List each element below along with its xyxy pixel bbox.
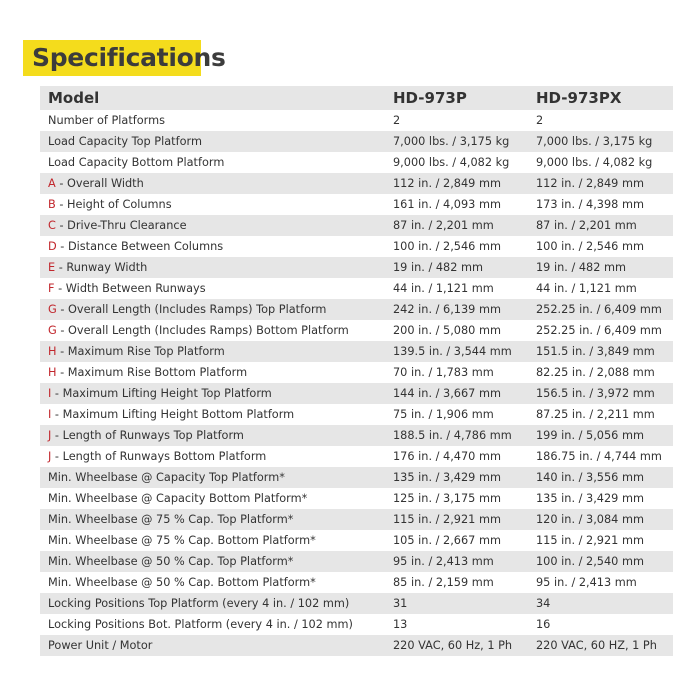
spec-label-text: - Maximum Lifting Height Bottom Platform bbox=[51, 408, 295, 421]
spec-label-text: - Length of Runways Top Platform bbox=[51, 429, 244, 442]
dimension-letter: B bbox=[48, 198, 56, 211]
spec-label-text: Load Capacity Top Platform bbox=[48, 135, 202, 148]
dimension-letter: J bbox=[48, 429, 52, 442]
spec-label bbox=[40, 635, 385, 656]
spec-value-hd-973p: 9,000 lbs. / 4,082 kg bbox=[385, 152, 528, 173]
spec-label bbox=[40, 215, 385, 236]
spec-label-text: - Overall Width bbox=[55, 177, 144, 190]
table-row bbox=[40, 341, 673, 362]
spec-value-hd-973p: 70 in. / 1,783 mm bbox=[385, 362, 528, 383]
spec-label bbox=[40, 551, 385, 572]
table-row bbox=[40, 509, 673, 530]
spec-label bbox=[40, 278, 385, 299]
spec-value-hd-973px: 16 bbox=[528, 614, 673, 635]
spec-value-hd-973px: 151.5 in. / 3,849 mm bbox=[528, 341, 673, 362]
column-header-model: Model bbox=[40, 86, 385, 110]
spec-value-hd-973p: 105 in. / 2,667 mm bbox=[385, 530, 528, 551]
spec-value-hd-973p: 242 in. / 6,139 mm bbox=[385, 299, 528, 320]
dimension-letter: C bbox=[48, 219, 56, 232]
column-header-hd-973p: HD-973P bbox=[385, 86, 528, 110]
table-row bbox=[40, 383, 673, 404]
spec-value-hd-973p: 85 in. / 2,159 mm bbox=[385, 572, 528, 593]
spec-value-hd-973px: 252.25 in. / 6,409 mm bbox=[528, 299, 673, 320]
table-row bbox=[40, 299, 673, 320]
spec-value-hd-973p: 44 in. / 1,121 mm bbox=[385, 278, 528, 299]
spec-label-text: Min. Wheelbase @ 75 % Cap. Bottom Platform* bbox=[48, 534, 316, 547]
spec-value-hd-973px: 44 in. / 1,121 mm bbox=[528, 278, 673, 299]
spec-value-hd-973p: 112 in. / 2,849 mm bbox=[385, 173, 528, 194]
spec-label-text: - Overall Length (Includes Ramps) Top Platform bbox=[56, 303, 327, 316]
table-row bbox=[40, 488, 673, 509]
spec-value-hd-973p: 188.5 in. / 4,786 mm bbox=[385, 425, 528, 446]
dimension-letter: H bbox=[48, 366, 57, 379]
spec-label-text: - Distance Between Columns bbox=[56, 240, 224, 253]
table-row bbox=[40, 593, 673, 614]
heading-highlight bbox=[23, 40, 226, 76]
table-row bbox=[40, 446, 673, 467]
spec-label-text: Min. Wheelbase @ 50 % Cap. Top Platform* bbox=[48, 555, 294, 568]
spec-label-text: Locking Positions Top Platform (every 4 in. / 102 mm) bbox=[48, 597, 350, 610]
spec-value-hd-973p: 135 in. / 3,429 mm bbox=[385, 467, 528, 488]
table-row bbox=[40, 572, 673, 593]
spec-value-hd-973px: 19 in. / 482 mm bbox=[528, 257, 673, 278]
spec-label bbox=[40, 110, 385, 131]
dimension-letter: H bbox=[48, 345, 57, 358]
dimension-letter: E bbox=[48, 261, 56, 274]
spec-value-hd-973px: 9,000 lbs. / 4,082 kg bbox=[528, 152, 673, 173]
spec-value-hd-973px: 82.25 in. / 2,088 mm bbox=[528, 362, 673, 383]
spec-value-hd-973px: 120 in. / 3,084 mm bbox=[528, 509, 673, 530]
spec-label-text: - Width Between Runways bbox=[54, 282, 206, 295]
spec-value-hd-973px: 173 in. / 4,398 mm bbox=[528, 194, 673, 215]
spec-value-hd-973p: 161 in. / 4,093 mm bbox=[385, 194, 528, 215]
spec-label bbox=[40, 362, 385, 383]
spec-value-hd-973p: 75 in. / 1,906 mm bbox=[385, 404, 528, 425]
spec-label bbox=[40, 152, 385, 173]
spec-label bbox=[40, 299, 385, 320]
spec-label-text: - Runway Width bbox=[55, 261, 148, 274]
spec-value-hd-973px: 100 in. / 2,546 mm bbox=[528, 236, 673, 257]
spec-label-text: Min. Wheelbase @ Capacity Top Platform* bbox=[48, 471, 285, 484]
spec-label bbox=[40, 572, 385, 593]
spec-value-hd-973px: 100 in. / 2,540 mm bbox=[528, 551, 673, 572]
spec-label bbox=[40, 131, 385, 152]
spec-value-hd-973px: 34 bbox=[528, 593, 673, 614]
table-row bbox=[40, 530, 673, 551]
spec-label-text: Locking Positions Bot. Platform (every 4 in. / 102 mm) bbox=[48, 618, 353, 631]
spec-label bbox=[40, 194, 385, 215]
table-row bbox=[40, 152, 673, 173]
spec-value-hd-973p: 95 in. / 2,413 mm bbox=[385, 551, 528, 572]
table-row bbox=[40, 131, 673, 152]
spec-label-text: Load Capacity Bottom Platform bbox=[48, 156, 225, 169]
spec-value-hd-973p: 139.5 in. / 3,544 mm bbox=[385, 341, 528, 362]
spec-value-hd-973p: 19 in. / 482 mm bbox=[385, 257, 528, 278]
spec-value-hd-973px: 95 in. / 2,413 mm bbox=[528, 572, 673, 593]
column-header-hd-973px: HD-973PX bbox=[528, 86, 673, 110]
spec-value-hd-973p: 220 VAC, 60 Hz, 1 Ph bbox=[385, 635, 528, 656]
spec-value-hd-973px: 199 in. / 5,056 mm bbox=[528, 425, 673, 446]
dimension-letter: F bbox=[48, 282, 55, 295]
spec-label bbox=[40, 593, 385, 614]
spec-value-hd-973p: 144 in. / 3,667 mm bbox=[385, 383, 528, 404]
spec-label bbox=[40, 383, 385, 404]
spec-value-hd-973px: 140 in. / 3,556 mm bbox=[528, 467, 673, 488]
spec-value-hd-973p: 115 in. / 2,921 mm bbox=[385, 509, 528, 530]
table-header-row bbox=[40, 86, 673, 110]
dimension-letter: J bbox=[48, 450, 52, 463]
spec-value-hd-973px: 7,000 lbs. / 3,175 kg bbox=[528, 131, 673, 152]
dimension-letter: G bbox=[48, 324, 57, 337]
spec-label bbox=[40, 425, 385, 446]
spec-label-text: - Maximum Rise Top Platform bbox=[56, 345, 225, 358]
table-row bbox=[40, 278, 673, 299]
spec-value-hd-973px: 115 in. / 2,921 mm bbox=[528, 530, 673, 551]
spec-label bbox=[40, 467, 385, 488]
table-row bbox=[40, 467, 673, 488]
spec-label-text: Min. Wheelbase @ 50 % Cap. Bottom Platform* bbox=[48, 576, 316, 589]
spec-label bbox=[40, 509, 385, 530]
dimension-letter: I bbox=[48, 408, 52, 421]
table-row bbox=[40, 110, 673, 131]
spec-value-hd-973p: 87 in. / 2,201 mm bbox=[385, 215, 528, 236]
spec-label-text: - Drive-Thru Clearance bbox=[55, 219, 187, 232]
table-row bbox=[40, 635, 673, 656]
spec-label-text: Min. Wheelbase @ 75 % Cap. Top Platform* bbox=[48, 513, 294, 526]
table-row bbox=[40, 173, 673, 194]
spec-label-text: - Maximum Rise Bottom Platform bbox=[56, 366, 248, 379]
spec-value-hd-973px: 156.5 in. / 3,972 mm bbox=[528, 383, 673, 404]
specifications-table bbox=[40, 86, 673, 656]
spec-value-hd-973px: 220 VAC, 60 HZ, 1 Ph bbox=[528, 635, 673, 656]
spec-label bbox=[40, 257, 385, 278]
spec-label bbox=[40, 488, 385, 509]
spec-value-hd-973p: 7,000 lbs. / 3,175 kg bbox=[385, 131, 528, 152]
table-row bbox=[40, 257, 673, 278]
spec-label-text: Number of Platforms bbox=[48, 114, 165, 127]
spec-value-hd-973p: 2 bbox=[385, 110, 528, 131]
table-row bbox=[40, 425, 673, 446]
dimension-letter: I bbox=[48, 387, 52, 400]
dimension-letter: A bbox=[48, 177, 56, 190]
spec-value-hd-973px: 87 in. / 2,201 mm bbox=[528, 215, 673, 236]
spec-value-hd-973p: 13 bbox=[385, 614, 528, 635]
spec-label-text: - Length of Runways Bottom Platform bbox=[51, 450, 267, 463]
spec-label-text: Min. Wheelbase @ Capacity Bottom Platform* bbox=[48, 492, 308, 505]
spec-value-hd-973px: 2 bbox=[528, 110, 673, 131]
dimension-letter: D bbox=[48, 240, 57, 253]
spec-value-hd-973p: 31 bbox=[385, 593, 528, 614]
table-row bbox=[40, 362, 673, 383]
spec-label-text: - Overall Length (Includes Ramps) Bottom Platform bbox=[56, 324, 349, 337]
spec-value-hd-973p: 100 in. / 2,546 mm bbox=[385, 236, 528, 257]
table-row bbox=[40, 614, 673, 635]
spec-label bbox=[40, 614, 385, 635]
spec-value-hd-973p: 176 in. / 4,470 mm bbox=[385, 446, 528, 467]
spec-value-hd-973px: 186.75 in. / 4,744 mm bbox=[528, 446, 673, 467]
spec-label bbox=[40, 404, 385, 425]
spec-value-hd-973p: 125 in. / 3,175 mm bbox=[385, 488, 528, 509]
table-row bbox=[40, 194, 673, 215]
table-row bbox=[40, 236, 673, 257]
spec-label bbox=[40, 530, 385, 551]
spec-label-text: - Maximum Lifting Height Top Platform bbox=[51, 387, 272, 400]
spec-value-hd-973px: 112 in. / 2,849 mm bbox=[528, 173, 673, 194]
spec-label-text: Power Unit / Motor bbox=[48, 639, 153, 652]
spec-value-hd-973px: 87.25 in. / 2,211 mm bbox=[528, 404, 673, 425]
spec-value-hd-973p: 200 in. / 5,080 mm bbox=[385, 320, 528, 341]
spec-label bbox=[40, 173, 385, 194]
page-title: Specifications bbox=[32, 43, 226, 72]
dimension-letter: G bbox=[48, 303, 57, 316]
spec-label bbox=[40, 446, 385, 467]
spec-value-hd-973px: 135 in. / 3,429 mm bbox=[528, 488, 673, 509]
spec-label bbox=[40, 236, 385, 257]
table-row bbox=[40, 551, 673, 572]
spec-label bbox=[40, 320, 385, 341]
spec-label-text: - Height of Columns bbox=[55, 198, 172, 211]
table-row bbox=[40, 320, 673, 341]
table-row bbox=[40, 215, 673, 236]
spec-label bbox=[40, 341, 385, 362]
spec-value-hd-973px: 252.25 in. / 6,409 mm bbox=[528, 320, 673, 341]
table-row bbox=[40, 404, 673, 425]
